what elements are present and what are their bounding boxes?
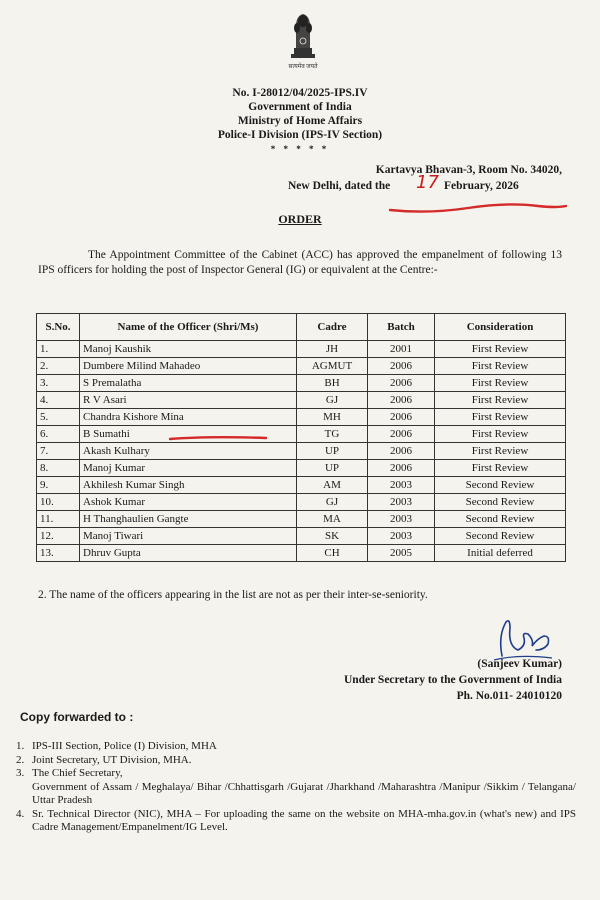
table-row bbox=[37, 409, 566, 426]
cell-cadre: UP bbox=[297, 443, 368, 460]
cell-batch: 2003 bbox=[368, 477, 435, 494]
cell-cadre: MH bbox=[297, 409, 368, 426]
cell-batch: 2003 bbox=[368, 494, 435, 511]
cell-cadre: TG bbox=[297, 426, 368, 443]
cell-batch: 2006 bbox=[368, 409, 435, 426]
table-row bbox=[37, 358, 566, 375]
cell-consideration: First Review bbox=[435, 375, 566, 392]
cell-sno: 6. bbox=[37, 426, 80, 443]
table-row bbox=[37, 545, 566, 562]
col-header-batch: Batch bbox=[368, 314, 435, 341]
cell-consideration: First Review bbox=[435, 443, 566, 460]
cell-batch: 2001 bbox=[368, 341, 435, 358]
cell-batch: 2006 bbox=[368, 460, 435, 477]
table-row bbox=[37, 392, 566, 409]
cell-consideration: Initial deferred bbox=[435, 545, 566, 562]
cell-cadre: UP bbox=[297, 460, 368, 477]
cell-consideration: First Review bbox=[435, 341, 566, 358]
order-paragraph-2: 2. The name of the officers appearing in the list are not as per their inter-se-seniority. bbox=[38, 589, 428, 601]
cell-sno: 9. bbox=[37, 477, 80, 494]
table-row bbox=[37, 494, 566, 511]
cell-name: Dumbere Milind Mahadeo bbox=[80, 358, 297, 375]
cell-consideration: First Review bbox=[435, 460, 566, 477]
table-row bbox=[37, 460, 566, 477]
table-row bbox=[37, 528, 566, 545]
cell-batch: 2006 bbox=[368, 443, 435, 460]
dated-prefix: New Delhi, dated the bbox=[288, 180, 391, 192]
cell-batch: 2006 bbox=[368, 392, 435, 409]
col-header-consideration: Consideration bbox=[435, 314, 566, 341]
table-row bbox=[37, 477, 566, 494]
col-header-name: Name of the Officer (Shri/Ms) bbox=[80, 314, 297, 341]
cell-sno: 7. bbox=[37, 443, 80, 460]
list-item-subtext: Government of Assam / Meghalaya/ Bihar /Chhattisgarh /Gujarat /Jharkhand /Maharashtra /Manipur /Sikkim / Telangana/ Uttar Pradesh bbox=[32, 780, 576, 806]
cell-consideration: First Review bbox=[435, 409, 566, 426]
cell-consideration: Second Review bbox=[435, 494, 566, 511]
red-pen-underline-name bbox=[168, 432, 268, 446]
cell-name: Manoj Kumar bbox=[80, 460, 297, 477]
list-item-number: 3. bbox=[16, 767, 25, 779]
cell-cadre: JH bbox=[297, 341, 368, 358]
emblem-motto: सत्यमेव जयते bbox=[288, 64, 318, 70]
cell-cadre: SK bbox=[297, 528, 368, 545]
cell-sno: 2. bbox=[37, 358, 80, 375]
cell-batch: 2003 bbox=[368, 528, 435, 545]
national-emblem bbox=[285, 8, 321, 74]
cell-name: Manoj Tiwari bbox=[80, 528, 297, 545]
cell-name: Akhilesh Kumar Singh bbox=[80, 477, 297, 494]
list-item-text: The Chief Secretary, bbox=[32, 767, 123, 779]
cell-sno: 3. bbox=[37, 375, 80, 392]
table-row bbox=[37, 341, 566, 358]
cell-cadre: AGMUT bbox=[297, 358, 368, 375]
cell-name: Chandra Kishore Mina bbox=[80, 409, 297, 426]
cell-cadre: GJ bbox=[297, 392, 368, 409]
cell-sno: 11. bbox=[37, 511, 80, 528]
list-item-number: 1. bbox=[16, 740, 25, 752]
cell-sno: 1. bbox=[37, 341, 80, 358]
cell-name: Ashok Kumar bbox=[80, 494, 297, 511]
signatory-designation: Under Secretary to the Government of India bbox=[343, 674, 562, 686]
cell-sno: 8. bbox=[37, 460, 80, 477]
cell-name: R V Asari bbox=[80, 392, 297, 409]
ashoka-lion-emblem-icon bbox=[285, 8, 321, 62]
ministry-name: Ministry of Home Affairs bbox=[237, 115, 363, 127]
list-item-number: 2. bbox=[16, 753, 25, 766]
table-row bbox=[37, 426, 566, 443]
list-item bbox=[16, 767, 576, 781]
col-header-sno: S.No. bbox=[37, 314, 80, 341]
dated-month-year: February, 2026 bbox=[443, 180, 519, 192]
cell-consideration: First Review bbox=[435, 358, 566, 375]
list-item bbox=[16, 740, 576, 754]
order-paragraph-1: The Appointment Committee of the Cabinet (ACC) has approved the empanelment of following 13 IPS officers for holding the post of Inspector General (IG) or equivalent at the Centre:- bbox=[38, 249, 562, 276]
cell-cadre: BH bbox=[297, 375, 368, 392]
table-row bbox=[37, 375, 566, 392]
division-name: Police-I Division (IPS-IV Section) bbox=[217, 129, 383, 141]
table-row bbox=[37, 443, 566, 460]
cell-name: Dhruv Gupta bbox=[80, 545, 297, 562]
list-item bbox=[16, 754, 576, 768]
list-item-number: 4. bbox=[16, 807, 25, 820]
file-number: No. I-28012/04/2025-IPS.IV bbox=[232, 87, 368, 99]
signatory-phone: Ph. No.011- 24010120 bbox=[456, 690, 562, 702]
cell-name: S Premalatha bbox=[80, 375, 297, 392]
cell-sno: 10. bbox=[37, 494, 80, 511]
dated-line bbox=[288, 180, 519, 192]
cell-name: H Thanghaulien Gangte bbox=[80, 511, 297, 528]
cell-cadre: CH bbox=[297, 545, 368, 562]
copy-forwarded-heading: Copy forwarded to : bbox=[20, 710, 134, 724]
table-row bbox=[37, 511, 566, 528]
cell-consideration: Second Review bbox=[435, 477, 566, 494]
handwritten-day: 17 bbox=[416, 172, 439, 193]
cell-consideration: First Review bbox=[435, 392, 566, 409]
cell-name: B Sumathi bbox=[80, 426, 297, 443]
signatory-name: (Sanjeev Kumar) bbox=[477, 658, 562, 670]
officers-table-body bbox=[37, 341, 566, 562]
cell-consideration: Second Review bbox=[435, 511, 566, 528]
header-stars: * * * * * bbox=[270, 144, 330, 154]
cell-batch: 2006 bbox=[368, 375, 435, 392]
list-item bbox=[16, 808, 576, 835]
cell-batch: 2006 bbox=[368, 358, 435, 375]
cell-sno: 12. bbox=[37, 528, 80, 545]
government-name: Government of India bbox=[248, 101, 352, 113]
cell-cadre: MA bbox=[297, 511, 368, 528]
cell-sno: 4. bbox=[37, 392, 80, 409]
cell-cadre: GJ bbox=[297, 494, 368, 511]
cell-consideration: First Review bbox=[435, 426, 566, 443]
cell-batch: 2003 bbox=[368, 511, 435, 528]
list-item-text: Joint Secretary, UT Division, MHA. bbox=[32, 753, 192, 766]
col-header-cadre: Cadre bbox=[297, 314, 368, 341]
officers-table bbox=[36, 313, 566, 562]
office-address: Kartavya Bhavan-3, Room No. 34020, bbox=[375, 164, 562, 176]
cell-consideration: Second Review bbox=[435, 528, 566, 545]
cell-sno: 13. bbox=[37, 545, 80, 562]
cell-cadre: AM bbox=[297, 477, 368, 494]
list-item-text: Sr. Technical Director (NIC), MHA – For uploading the same on the website on MHA-mha.gov.in (what's new) and IPS Cadre Management/Empanelment/IG Level. bbox=[32, 807, 576, 833]
list-item-text: IPS-III Section, Police (I) Division, MHA bbox=[32, 740, 217, 752]
order-title: ORDER bbox=[278, 212, 322, 226]
cell-batch: 2005 bbox=[368, 545, 435, 562]
table-header-row bbox=[37, 314, 566, 341]
cell-batch: 2006 bbox=[368, 426, 435, 443]
cell-sno: 5. bbox=[37, 409, 80, 426]
cell-name: Akash Kulhary bbox=[80, 443, 297, 460]
copy-forwarded-list bbox=[16, 740, 576, 835]
cell-name: Manoj Kaushik bbox=[80, 341, 297, 358]
